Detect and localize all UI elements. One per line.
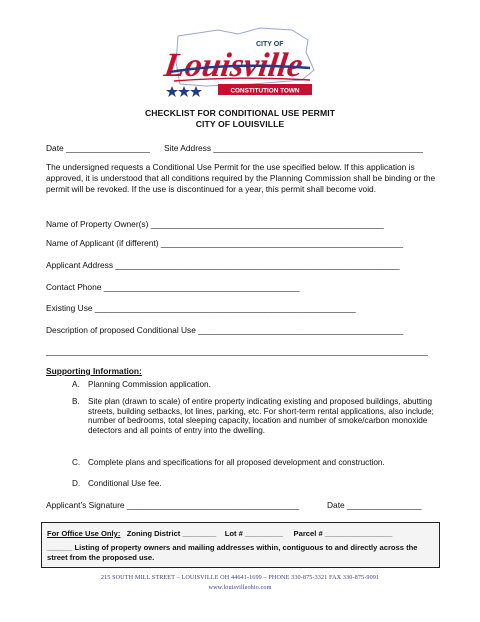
item-label: A.	[72, 380, 80, 389]
logo-tagline: CONSTITUTION TOWN	[230, 87, 300, 95]
footer-address: 215 SOUTH MILL STREET – LOUISVILLE OH 44641-1699 – PHONE 330-875-3321 FAX 330-875-9091	[100, 574, 380, 581]
existing-use-field[interactable]: Existing Use ________________________________________________________	[46, 303, 356, 313]
applicant-address-field[interactable]: Applicant Address _____________________________________________________________	[46, 260, 400, 270]
lot-field[interactable]: Lot # _________	[224, 529, 283, 538]
applicant-field[interactable]: Name of Applicant (if different) ____________________________________________________	[46, 238, 404, 248]
form-subtitle: CITY OF LOUISVILLE	[195, 119, 285, 129]
item-label: D.	[72, 479, 81, 488]
contact-phone-field[interactable]: Contact Phone __________________________________________	[46, 282, 300, 292]
item-text: Conditional Use fee.	[88, 479, 162, 488]
applicant-signature-field[interactable]: Applicant’s Signature _____________________________________	[46, 500, 300, 510]
item-label: B.	[72, 397, 80, 406]
description-continuation[interactable]: __________________________________________________________________________________	[46, 346, 428, 356]
description-field[interactable]: Description of proposed Conditional Use ____________________________________________	[46, 325, 404, 335]
supporting-heading: Supporting Information:	[46, 366, 142, 376]
owner-listing-item[interactable]: ______ Listing of property owners and mailing addresses within, contiguous to and directly across the street from the proposed use.	[47, 543, 418, 562]
office-use-label: For Office Use Only:	[47, 529, 121, 538]
site-address-field[interactable]: Site Address _____________________________________________	[164, 143, 423, 153]
office-use-row	[47, 529, 392, 538]
parcel-field[interactable]: Parcel # ________________	[293, 529, 393, 538]
item-text: Site plan (drawn to scale) of entire property indicating existing and proposed buildings, abutting streets, building setbacks, lot lines, parking, etc. For short-term rental applications, also include; number of bedrooms, total sleeping capacity, location and number of smoke/carbon monoxide detectors and all points of entry into the dwelling.	[88, 397, 434, 435]
date-field[interactable]: Date __________________	[46, 143, 150, 153]
office-use-box	[41, 522, 440, 568]
city-logo	[160, 26, 320, 104]
item-text: Planning Commission application.	[88, 380, 211, 389]
item-text: Complete plans and specifications for all proposed development and construction.	[88, 458, 385, 467]
owner-field[interactable]: Name of Property Owner(s) __________________________________________________	[46, 219, 384, 229]
logo-city-of: CITY OF	[256, 41, 284, 48]
signature-date-field[interactable]: Date ________________	[327, 500, 422, 510]
logo-name: Louisville	[161, 47, 305, 84]
zoning-district-field[interactable]: Zoning District ________	[126, 529, 217, 538]
footer-website[interactable]: www.louisvilleohio.com	[208, 584, 272, 591]
item-label: C.	[72, 458, 81, 467]
form-title: CHECKLIST FOR CONDITIONAL USE PERMIT	[144, 108, 336, 118]
intro-paragraph: The undersigned requests a Conditional Use Permit for the use specified below. If this application is approved, it is understood that all conditions required by the Planning Commission shall be binding or the permit will be revoked. If the use is discontinued for a year, this permit shall become void.	[46, 162, 436, 194]
star-icon	[166, 86, 202, 97]
